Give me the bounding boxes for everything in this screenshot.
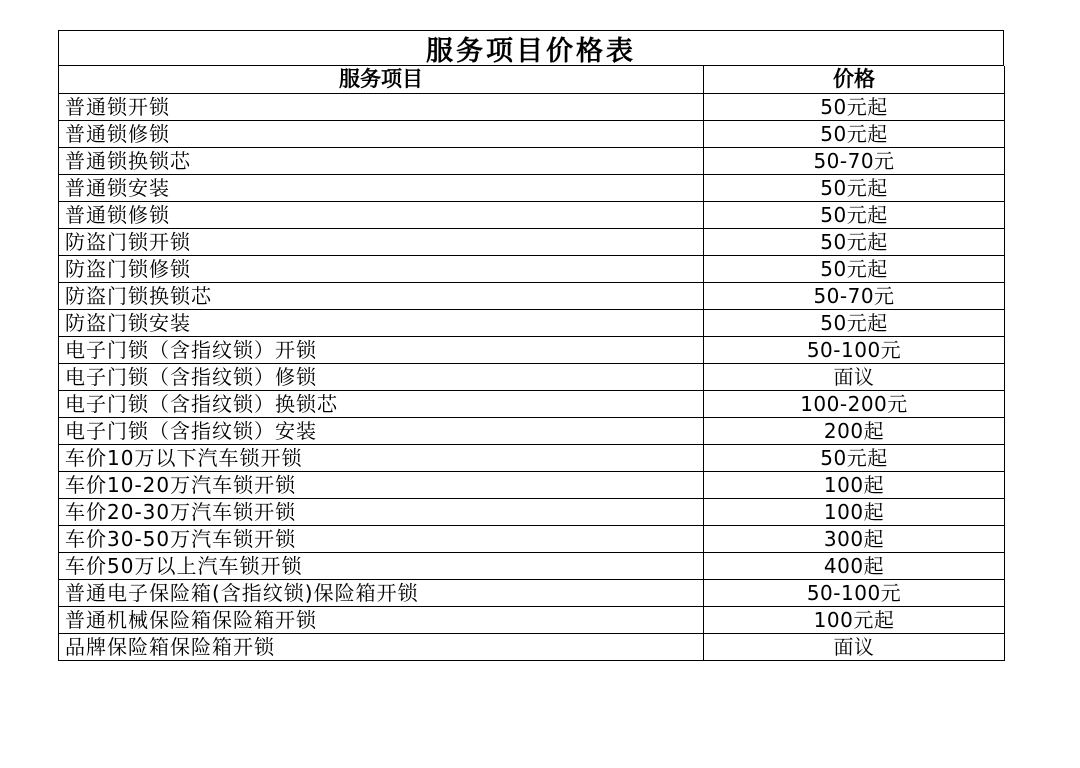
table-title: 服务项目价格表 [58,30,1004,66]
table-row [59,147,1005,174]
table-row [59,120,1005,147]
price-cell: 50元起 [704,201,1005,228]
table-row [59,336,1005,363]
price-cell: 50-70元 [704,147,1005,174]
price-cell: 50元起 [704,93,1005,120]
price-cell: 300起 [704,525,1005,552]
price-cell: 50-70元 [704,282,1005,309]
price-cell: 面议 [704,363,1005,390]
table-row [59,228,1005,255]
service-cell: 防盗门锁开锁 [59,228,704,255]
table-row [59,633,1005,660]
service-cell: 车价50万以上汽车锁开锁 [59,552,704,579]
price-cell: 50元起 [704,120,1005,147]
table-row [59,498,1005,525]
table-row [59,444,1005,471]
service-cell: 普通锁安装 [59,174,704,201]
table-row [59,390,1005,417]
service-cell: 防盗门锁修锁 [59,255,704,282]
table-row [59,525,1005,552]
service-cell: 防盗门锁安装 [59,309,704,336]
price-sheet [58,30,1004,661]
header-price: 价格 [704,66,1005,93]
price-table [58,66,1005,661]
service-cell: 防盗门锁换锁芯 [59,282,704,309]
service-cell: 普通锁修锁 [59,120,704,147]
header-service: 服务项目 [59,66,704,93]
service-cell: 普通锁开锁 [59,93,704,120]
price-cell: 50-100元 [704,336,1005,363]
table-row [59,363,1005,390]
price-cell: 200起 [704,417,1005,444]
price-cell: 100-200元 [704,390,1005,417]
price-cell: 100元起 [704,606,1005,633]
service-cell: 普通机械保险箱保险箱开锁 [59,606,704,633]
table-body [59,93,1005,660]
table-row [59,417,1005,444]
price-cell: 50元起 [704,309,1005,336]
service-cell: 车价20-30万汽车锁开锁 [59,498,704,525]
service-cell: 普通电子保险箱(含指纹锁)保险箱开锁 [59,579,704,606]
price-cell: 50元起 [704,174,1005,201]
price-cell: 50元起 [704,255,1005,282]
price-cell: 400起 [704,552,1005,579]
table-header-row [59,66,1005,93]
price-cell: 50元起 [704,228,1005,255]
table-row [59,606,1005,633]
service-cell: 车价10万以下汽车锁开锁 [59,444,704,471]
price-cell: 100起 [704,471,1005,498]
table-row [59,93,1005,120]
table-row [59,201,1005,228]
table-row [59,579,1005,606]
price-cell: 50-100元 [704,579,1005,606]
service-cell: 电子门锁（含指纹锁）安装 [59,417,704,444]
table-row [59,174,1005,201]
service-cell: 车价10-20万汽车锁开锁 [59,471,704,498]
service-cell: 电子门锁（含指纹锁）开锁 [59,336,704,363]
service-cell: 车价30-50万汽车锁开锁 [59,525,704,552]
table-row [59,552,1005,579]
price-cell: 100起 [704,498,1005,525]
table-row [59,255,1005,282]
service-cell: 电子门锁（含指纹锁）换锁芯 [59,390,704,417]
table-row [59,471,1005,498]
service-cell: 电子门锁（含指纹锁）修锁 [59,363,704,390]
table-row [59,309,1005,336]
price-cell: 面议 [704,633,1005,660]
price-cell: 50元起 [704,444,1005,471]
table-row [59,282,1005,309]
service-cell: 品牌保险箱保险箱开锁 [59,633,704,660]
service-cell: 普通锁换锁芯 [59,147,704,174]
service-cell: 普通锁修锁 [59,201,704,228]
